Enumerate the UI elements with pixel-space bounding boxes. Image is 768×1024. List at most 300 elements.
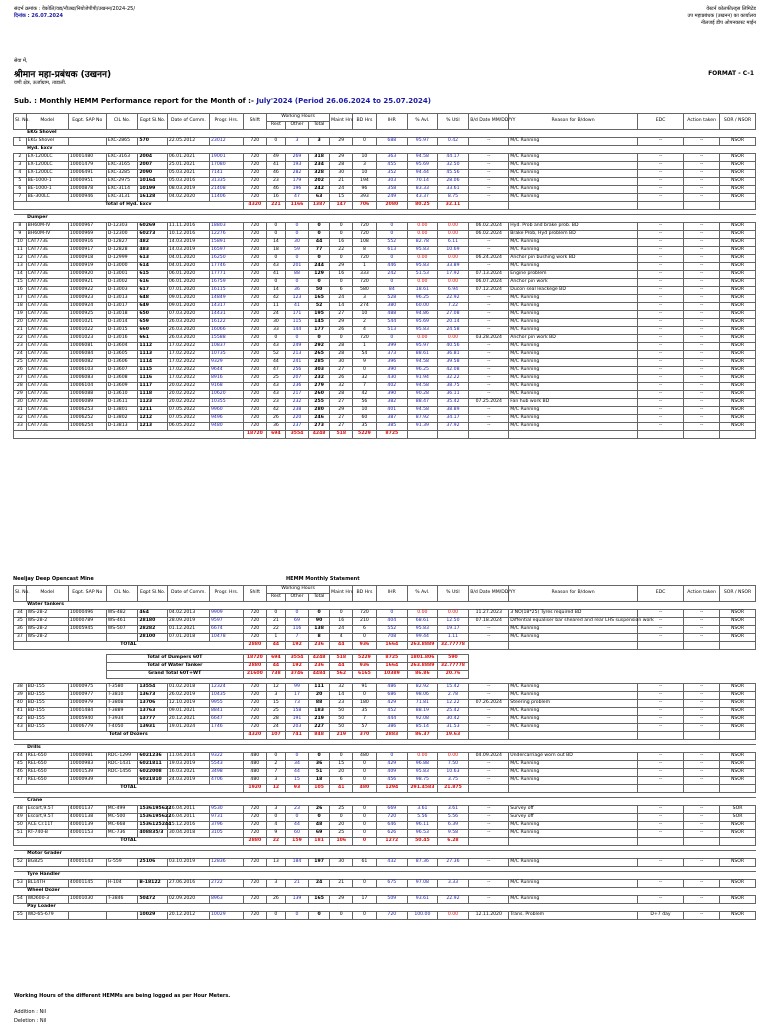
table-cell: -- <box>684 287 720 295</box>
table-cell: 19 <box>14 311 27 319</box>
table-cell: 183 <box>309 708 330 716</box>
table-cell: 246 <box>309 415 330 423</box>
total-value: 18720 <box>243 431 266 439</box>
table-cell: 13673 <box>138 692 168 700</box>
table-cell: 29 <box>330 319 353 327</box>
table-cell: 50 <box>330 708 353 716</box>
table-cell: M/C Running <box>509 407 638 415</box>
table-cell: -- <box>469 724 509 732</box>
table-cell: 399 <box>376 343 408 351</box>
table-cell: 49 <box>14 814 27 822</box>
table-cell: -- <box>469 423 509 431</box>
table-cell: 617 <box>138 287 168 295</box>
total-value: 105 <box>309 785 330 793</box>
table-cell: 10001479 <box>68 162 106 170</box>
table-cell: 660 <box>138 327 168 335</box>
summary-value: 4248 <box>309 655 330 663</box>
table-cell: NSOR <box>720 279 756 287</box>
summary-value: 3554 <box>285 655 308 663</box>
table-cell: 661 <box>138 335 168 343</box>
table-cell: 708 <box>376 634 408 642</box>
table-cell: 111 <box>309 684 330 692</box>
table-cell: 483 <box>138 247 168 255</box>
table-cell: 720 <box>243 912 266 920</box>
table-cell: -- <box>469 859 509 867</box>
table-cell: 0.00 <box>437 753 469 761</box>
table-cell: -- <box>637 814 683 822</box>
table-cell: NSOR <box>720 626 756 634</box>
column-header-model: Model <box>26 586 68 602</box>
table-cell: 28282 <box>138 626 168 634</box>
column-header-sl: Sl. No. <box>14 586 27 602</box>
table-cell: 9955 <box>210 700 244 708</box>
table-cell: 53 <box>14 880 27 888</box>
table-cell: -- <box>684 724 720 732</box>
table-cell <box>509 431 638 439</box>
table-cell: -- <box>637 610 683 618</box>
table-cell: 32 <box>14 415 27 423</box>
table-cell: -- <box>637 700 683 708</box>
table-cell <box>720 785 756 793</box>
table-cell: 26 <box>14 367 27 375</box>
table-cell: 33.89 <box>437 263 469 271</box>
table-row <box>14 223 756 231</box>
table-cell: 686 <box>376 692 408 700</box>
table-cell: 720 <box>243 375 266 383</box>
table-cell: 244 <box>309 263 330 271</box>
table-cell: 73 <box>285 700 308 708</box>
summary-label: Total of Dumpers 60T <box>106 655 243 663</box>
table-cell: 0.00 <box>437 223 469 231</box>
table-cell: 19.17 <box>437 626 469 634</box>
table-cell: 07.05.2022 <box>167 407 209 415</box>
table-cell <box>684 732 720 740</box>
total-value: 107 <box>266 732 285 740</box>
table-cell: 32.50 <box>437 162 469 170</box>
table-cell: 0 <box>285 814 308 822</box>
summary-value: 44 <box>266 663 285 671</box>
table-cell: NSOR <box>720 223 756 231</box>
table-cell: -- <box>637 399 683 407</box>
column-header-eqpt: Eqpt Sl.No. <box>138 586 168 602</box>
table-cell: -- <box>684 814 720 822</box>
table-cell: 10000951 <box>68 178 106 186</box>
table-cell: 452 <box>376 708 408 716</box>
table-cell: M/C Running <box>509 170 638 178</box>
table-cell: CAT773E <box>26 407 68 415</box>
table-cell: NSOR <box>720 311 756 319</box>
table-cell: NSOR <box>720 692 756 700</box>
table-cell: 10006088 <box>68 391 106 399</box>
table-cell: 93.61 <box>408 896 438 904</box>
table-cell: 0.00 <box>437 335 469 343</box>
column-header-working: Working Hours <box>266 586 329 594</box>
table-cell: 24.03.2019 <box>167 777 209 785</box>
table-cell: 27 <box>330 423 353 431</box>
table-cell: 720 <box>243 343 266 351</box>
table-row <box>14 335 756 343</box>
table-cell: 31.53 <box>437 724 469 732</box>
section-title-row <box>14 130 756 138</box>
table-cell: 720 <box>353 335 376 343</box>
table-cell: 17.02.2022 <box>167 343 209 351</box>
table-cell: 15 <box>330 194 353 202</box>
table-cell: NSOR <box>720 162 756 170</box>
table-cell <box>14 130 27 138</box>
table-cell: 55 <box>14 912 27 920</box>
table-cell: -- <box>637 186 683 194</box>
table-cell: M/C Running <box>509 634 638 642</box>
table-cell: RDC-1299 <box>106 753 138 761</box>
table-cell: -- <box>684 692 720 700</box>
table-cell: NSOR <box>720 303 756 311</box>
table-cell: 05.03.2021 <box>167 170 209 178</box>
table-cell: CAT773E <box>26 391 68 399</box>
table-cell: -- <box>469 407 509 415</box>
table-cell: 0 <box>353 822 376 830</box>
table-cell: 720 <box>243 287 266 295</box>
total-value: 4248 <box>309 431 330 439</box>
table-cell: 88.47 <box>408 399 438 407</box>
table-cell: 720 <box>243 684 266 692</box>
table-cell: 488 <box>376 311 408 319</box>
table-cell: 5543 <box>210 761 244 769</box>
table-cell: 720 <box>243 162 266 170</box>
table-cell: 15 <box>14 279 27 287</box>
table-cell: 14.03.2019 <box>167 239 209 247</box>
summary-value: 44 <box>330 663 353 671</box>
table-cell: 675 <box>376 880 408 888</box>
table-cell: 6.94 <box>437 287 469 295</box>
table-cell <box>437 431 469 439</box>
table-cell: 720 <box>243 154 266 162</box>
table-cell: 0 <box>330 753 353 761</box>
table-cell: 1 <box>266 634 285 642</box>
table-cell: Survey off <box>509 806 638 814</box>
table-cell: 11.11.2016 <box>167 223 209 231</box>
summary-value: 18720 <box>243 655 266 663</box>
table-cell: 32 <box>330 383 353 391</box>
table-cell: -- <box>684 610 720 618</box>
table-cell: 06.02.2024 <box>469 231 509 239</box>
column-header-edc: EDC <box>637 586 683 602</box>
table-cell: 720 <box>243 399 266 407</box>
table-cell: 10001480 <box>68 154 106 162</box>
table-cell: 11.27.2023 <box>469 610 509 618</box>
table-cell: Survey off <box>509 814 638 822</box>
header-row <box>14 114 756 122</box>
table-cell: 27 <box>14 375 27 383</box>
table-cell: 03.10.2019 <box>167 859 209 867</box>
table-row <box>14 295 756 303</box>
total-value: 86.37 <box>408 732 438 740</box>
table-cell: 25106 <box>138 859 168 867</box>
table-cell <box>637 431 683 439</box>
table-cell: 24 <box>330 295 353 303</box>
table-cell: 10 <box>353 311 376 319</box>
table-cell: -- <box>469 303 509 311</box>
company-name: वेस्टर्न कोलफील्ड्स लिमिटेड <box>706 6 756 12</box>
table-cell: 390 <box>376 391 408 399</box>
summary-value: 86.86 <box>408 671 438 679</box>
total-value: 181 <box>309 838 330 846</box>
table-cell: -- <box>637 367 683 375</box>
table-cell: -- <box>684 716 720 724</box>
table-cell: 10000977 <box>68 692 106 700</box>
table-cell: M/C Running <box>509 383 638 391</box>
table-cell: CAT773E <box>26 375 68 383</box>
table-row <box>14 170 756 178</box>
table-cell: 7 <box>285 634 308 642</box>
table-cell: 486 <box>376 684 408 692</box>
table-cell: T-3808 <box>106 700 138 708</box>
table-cell: 720 <box>353 223 376 231</box>
table-cell: 12.22 <box>437 700 469 708</box>
column-header-other: Other <box>285 594 308 602</box>
table-cell: 179 <box>285 178 308 186</box>
table-cell: 10001023 <box>68 335 106 343</box>
table-cell: 0 <box>266 335 285 343</box>
table-cell: 96.88 <box>408 761 438 769</box>
table-cell: -- <box>684 761 720 769</box>
table-cell: 720 <box>243 822 266 830</box>
table-cell: NSOR <box>720 912 756 920</box>
table-cell: 6 <box>330 287 353 295</box>
table-cell: 07.01.2018 <box>167 634 209 642</box>
table-cell: 1746 <box>210 724 244 732</box>
table-cell: M/C Running <box>509 194 638 202</box>
table-cell: NSOR <box>720 375 756 383</box>
total-value: 21.875 <box>437 785 469 793</box>
table-cell: 96.25 <box>408 367 438 375</box>
table-cell <box>637 785 683 793</box>
table-cell: 36 <box>285 287 308 295</box>
table-cell: 10 <box>353 407 376 415</box>
table-cell: 720 <box>243 255 266 263</box>
column-header-action: Action taken <box>684 586 720 602</box>
table-cell: 20 <box>330 822 353 830</box>
table-cell: 10005945 <box>68 626 106 634</box>
table-cell: 649 <box>138 303 168 311</box>
table-cell: 191 <box>285 716 308 724</box>
office-block <box>687 6 756 27</box>
table-cell: 720 <box>243 303 266 311</box>
column-header-sl: Sl. No. <box>14 114 27 130</box>
summary-value: 20.76 <box>437 671 469 679</box>
table-cell: 69 <box>285 618 308 626</box>
table-cell: T-4050 <box>106 724 138 732</box>
total-value: 219 <box>330 732 353 740</box>
table-row <box>14 399 756 407</box>
table-cell: 2722 <box>210 880 244 888</box>
table-cell: T-3934 <box>106 716 138 724</box>
table-cell: -- <box>469 178 509 186</box>
table-cell: 184 <box>285 859 308 867</box>
table-cell: 14 <box>330 303 353 311</box>
table-cell <box>14 663 27 671</box>
table-cell: NSOR <box>720 194 756 202</box>
table-cell: 20.14 <box>437 319 469 327</box>
table-cell: 3 <box>309 138 330 146</box>
table-cell: 48 <box>309 822 330 830</box>
table-cell: CAT773E <box>26 383 68 391</box>
table-cell <box>509 785 638 793</box>
table-cell: -- <box>684 367 720 375</box>
table-cell: 720 <box>243 351 266 359</box>
table-cell: 0 <box>309 814 330 822</box>
table-cell: Steering problem <box>509 700 638 708</box>
table-cell: 21 <box>266 618 285 626</box>
table-cell: 8.75 <box>437 194 469 202</box>
table-cell: 720 <box>243 391 266 399</box>
table-cell: 145 <box>309 319 330 327</box>
table-cell: 720 <box>243 415 266 423</box>
column-header-avl: % Avl. <box>408 114 438 130</box>
table-cell: 30 <box>266 319 285 327</box>
table-cell: 720 <box>243 311 266 319</box>
total-value: 236 <box>309 642 330 650</box>
table-cell: -- <box>684 375 720 383</box>
table-cell: 720 <box>243 814 266 822</box>
table-cell: 27.06.2016 <box>167 880 209 888</box>
table-cell: 720 <box>243 806 266 814</box>
table-cell: D-13605 <box>106 351 138 359</box>
table-cell: CAT773E <box>26 367 68 375</box>
table-cell: -- <box>469 391 509 399</box>
table-cell: 41 <box>285 303 308 311</box>
table-cell: Hyd. Prob and brake prob. BD <box>509 223 638 231</box>
table-cell: 30 <box>330 170 353 178</box>
table-cell: 10000967 <box>68 223 106 231</box>
table-cell: EXC-3165 <box>106 162 138 170</box>
table-row <box>14 830 756 838</box>
table-cell: 10000983 <box>68 761 106 769</box>
table-cell: 28 <box>330 343 353 351</box>
column-header-working: Working Hours <box>266 114 329 122</box>
table-cell: 15.12.2016 <box>167 822 209 830</box>
table-cell: 0 <box>285 279 308 287</box>
table-cell: M/C Running <box>509 239 638 247</box>
table-cell: 16 <box>266 194 285 202</box>
table-cell: BD-155 <box>26 692 68 700</box>
table-cell <box>637 202 683 210</box>
table-cell: 401 <box>376 407 408 415</box>
table-cell: 11 <box>14 247 27 255</box>
table-cell: 242 <box>376 271 408 279</box>
table-cell: 04.01.2020 <box>167 255 209 263</box>
table-cell: 10006082 <box>68 359 106 367</box>
table-cell: 10164 <box>138 178 168 186</box>
table-cell: MC-500 <box>106 814 138 822</box>
table-cell: 402 <box>376 383 408 391</box>
table-cell: 9 <box>266 830 285 838</box>
table-cell: 07.18.2024 <box>469 618 509 626</box>
table-cell: 07.26.2024 <box>469 700 509 708</box>
total-value: 2880 <box>243 838 266 846</box>
total-row <box>14 202 756 210</box>
table-cell: 30.42 <box>437 716 469 724</box>
table-cell <box>14 798 27 806</box>
table-cell: 1.11 <box>437 634 469 642</box>
table-row <box>14 154 756 162</box>
table-cell: 46 <box>14 769 27 777</box>
table-cell: 23 <box>330 700 353 708</box>
table-cell: 2090 <box>138 170 168 178</box>
table-cell: 242 <box>309 186 330 194</box>
table-cell: 123 <box>285 295 308 303</box>
total-value: 936 <box>353 642 376 650</box>
table-cell: 8916 <box>210 375 244 383</box>
table-cell: 0 <box>285 231 308 239</box>
table-cell: M/C Running <box>509 319 638 327</box>
table-cell: 197 <box>309 859 330 867</box>
table-cell: 9597 <box>210 618 244 626</box>
table-cell: -- <box>469 692 509 700</box>
table-cell: T-3889 <box>106 708 138 716</box>
table-cell: 10735 <box>210 351 244 359</box>
table-cell <box>637 671 683 679</box>
total-value: 2883 <box>376 732 408 740</box>
table-cell: 0 <box>285 753 308 761</box>
table-cell: 24.58 <box>437 327 469 335</box>
table-cell: -- <box>684 255 720 263</box>
table-cell: 9 <box>353 359 376 367</box>
table-cell: 100.00 <box>408 912 438 920</box>
table-cell: 10000981 <box>68 753 106 761</box>
table-cell: 0 <box>285 335 308 343</box>
total-value: 848 <box>309 732 330 740</box>
table-cell: 219 <box>309 716 330 724</box>
table-cell: -- <box>469 327 509 335</box>
table-cell <box>469 671 509 679</box>
table-cell: 51.53 <box>408 271 438 279</box>
section-title: Tyre Handler <box>26 872 755 880</box>
table-cell: -- <box>637 724 683 732</box>
table-cell: 464 <box>138 610 168 618</box>
table-cell: 10355 <box>210 399 244 407</box>
table-cell: 36 <box>266 423 285 431</box>
table-cell: 10006779 <box>68 724 106 732</box>
section-title-row <box>14 146 756 154</box>
table-cell: 0.00 <box>408 223 438 231</box>
table-cell: 27 <box>330 367 353 375</box>
table-cell: NSOR <box>720 287 756 295</box>
table-cell: NSOR <box>720 399 756 407</box>
table-cell: M/C Running <box>509 263 638 271</box>
table-cell: 30 <box>330 359 353 367</box>
table-cell: 26 <box>266 415 285 423</box>
table-row <box>14 162 756 170</box>
table-cell: 720 <box>243 359 266 367</box>
table-cell: 21 <box>330 880 353 888</box>
table-cell: 04.02.2020 <box>167 194 209 202</box>
table-cell <box>106 912 138 920</box>
table-cell: 4706 <box>210 777 244 785</box>
table-cell: 720 <box>243 279 266 287</box>
table-cell: 0 <box>285 255 308 263</box>
table-cell: NSOR <box>720 859 756 867</box>
table-row <box>14 186 756 194</box>
table-cell: -- <box>684 753 720 761</box>
table-cell: 4 <box>14 170 27 178</box>
total-value: 1272 <box>376 838 408 846</box>
summary-value: 3746 <box>285 671 308 679</box>
total-value: 106 <box>330 838 353 846</box>
statement-title: HEMM Monthly Statement <box>286 576 360 582</box>
table-cell: 37 <box>14 634 27 642</box>
table-cell: 352 <box>376 170 408 178</box>
table-cell: 20 <box>330 769 353 777</box>
